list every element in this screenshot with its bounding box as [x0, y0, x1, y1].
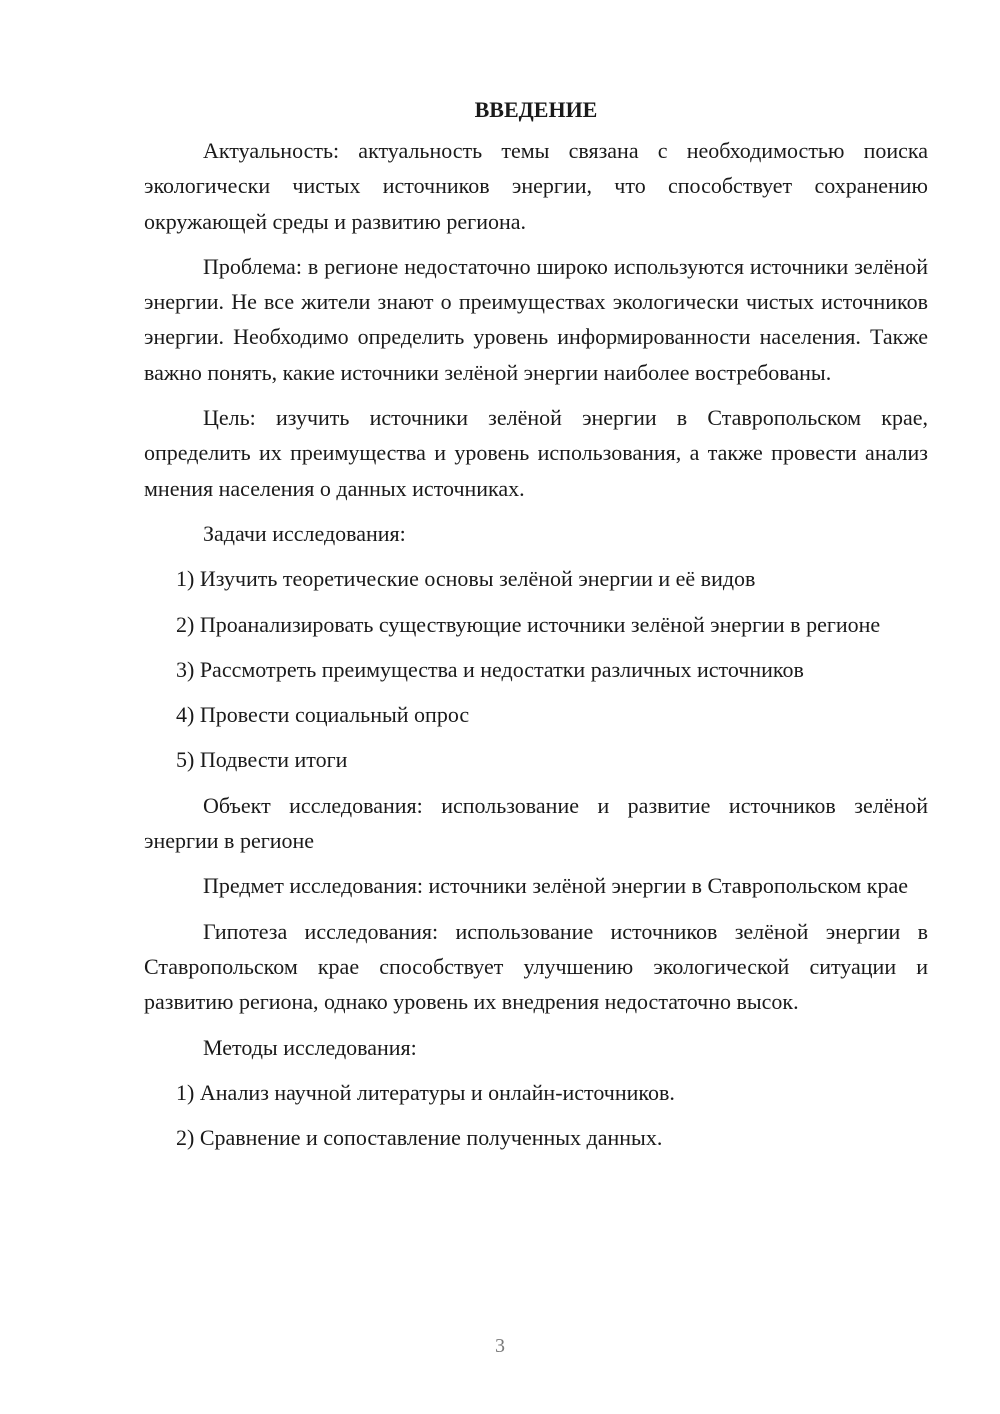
subject-paragraph: Предмет исследования: источники зелёной энергии в Ставропольском крае	[203, 873, 908, 899]
object-paragraph: Объект исследования: использование и развитие источников зелёной энергии в регионе	[144, 792, 928, 854]
task-item-4: 4) Провести социальный опрос	[176, 702, 470, 728]
method-item-1: 1) Анализ научной литературы и онлайн-источников.	[176, 1079, 675, 1105]
document-page	[144, 92, 928, 1155]
task-item-5: 5) Подвести итоги	[176, 747, 348, 773]
relevance-paragraph: Актуальность: актуальность темы связана с необходимостью поиска экологически чистых источников энергии, что способствует сохранению окружающей среды и развитию региона.	[144, 138, 928, 234]
page-number: 3	[495, 1335, 505, 1357]
hypothesis-paragraph: Гипотеза исследования: использование источников зелёной энергии в Ставропольском крае способствует улучшению экологической ситуации и развитию региона, однако уровень их внедрения недостаточно высок.	[144, 918, 928, 1015]
goal-paragraph: Цель: изучить источники зелёной энергии в Ставропольском крае, определить их преимущества и уровень использования, а также провести анализ мнения населения о данных источниках.	[144, 405, 928, 501]
task-item-1: 1) Изучить теоретические основы зелёной энергии и её видов	[176, 566, 756, 592]
problem-paragraph: Проблема: в регионе недостаточно широко используются источники зелёной энергии. Не все жители знают о преимуществах экологически чистых источников энергии. Необходимо определить уровень информированности населения. Также важно понять, какие источники зелёной энергии наиболее востребованы.	[144, 253, 928, 385]
section-heading: ВВЕДЕНИЕ	[474, 97, 598, 122]
method-item-2: 2) Сравнение и сопоставление полученных данных.	[176, 1125, 663, 1151]
methods-title: Методы исследования:	[203, 1034, 417, 1060]
task-item-2: 2) Проанализировать существующие источники зелёной энергии в регионе	[176, 611, 881, 637]
task-item-3: 3) Рассмотреть преимущества и недостатки различных источников	[176, 656, 804, 682]
tasks-title: Задачи исследования:	[203, 520, 406, 546]
